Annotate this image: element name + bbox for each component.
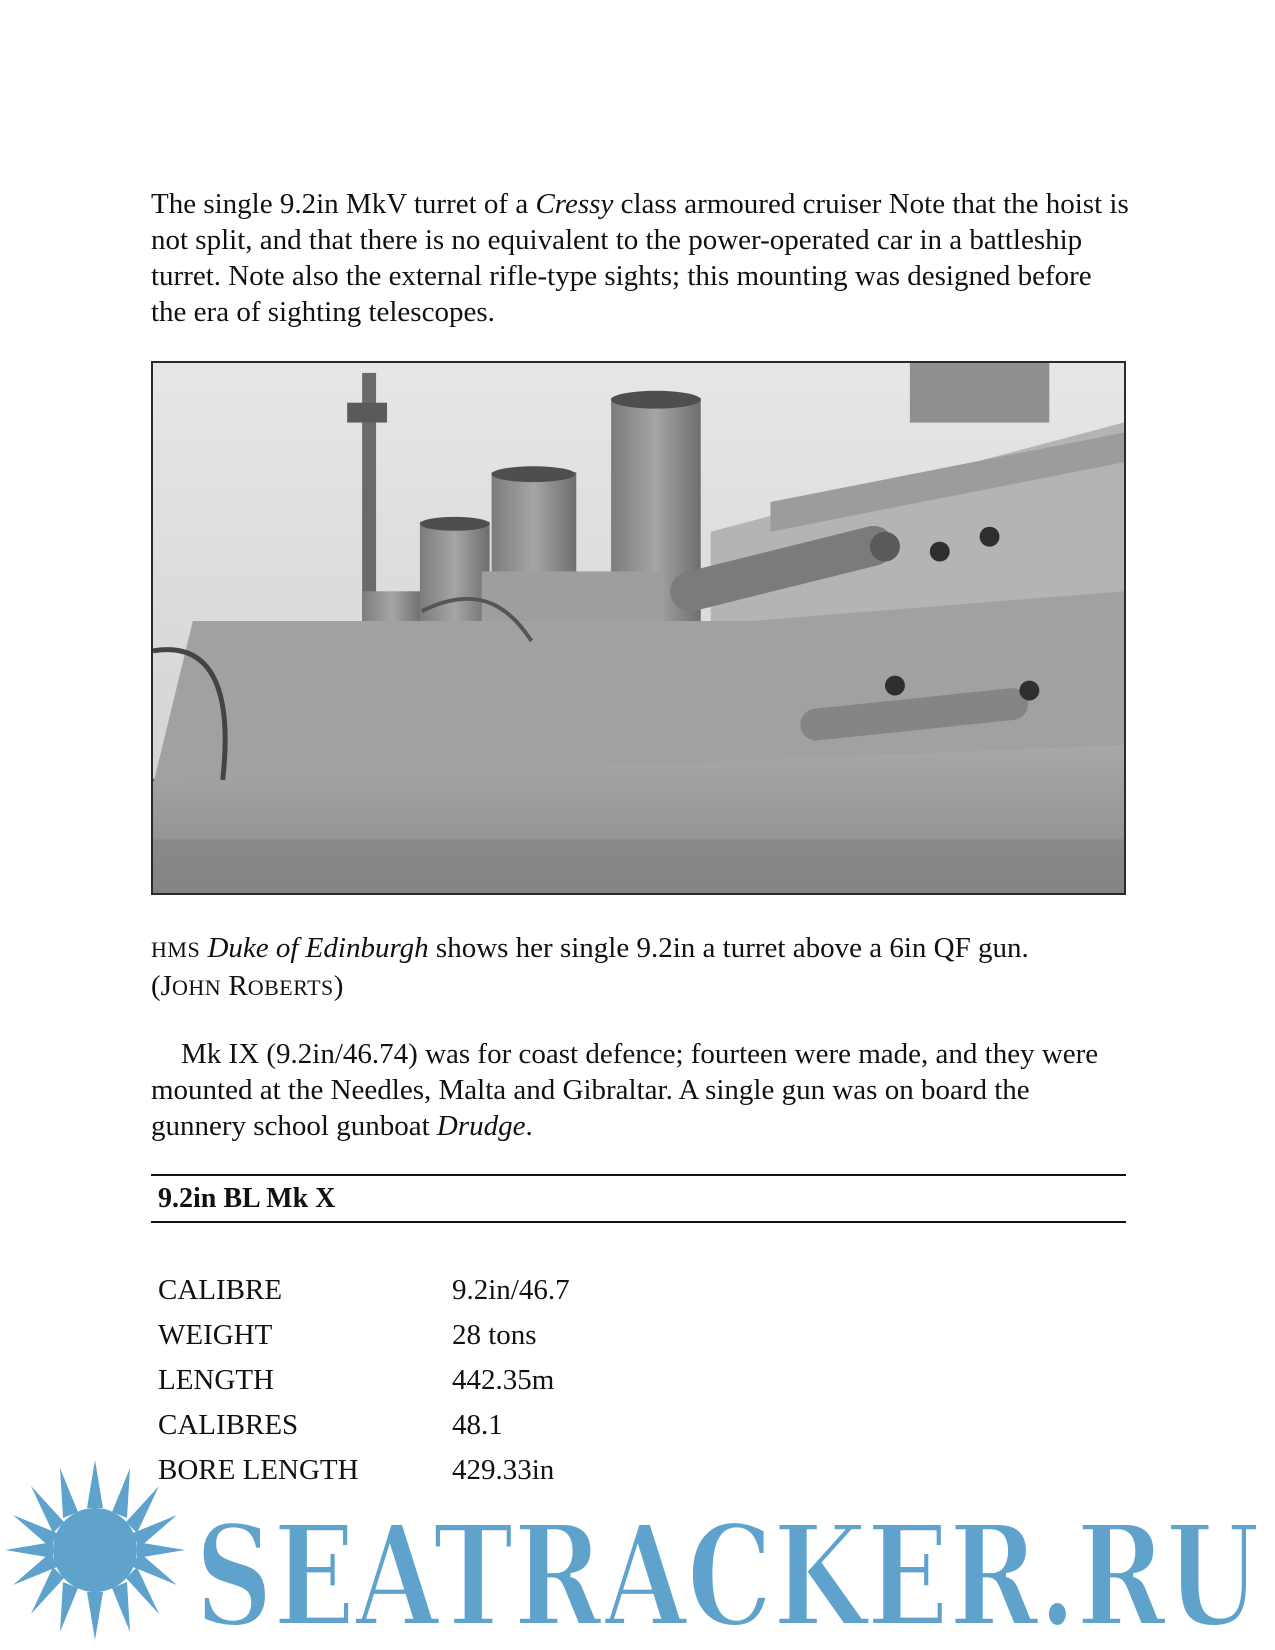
spec-value: 9.2in/46.7 <box>452 1274 570 1306</box>
caption-text: shows her single 9.2in a turret above a 6in QF gun. <box>428 932 1029 964</box>
ship-photograph <box>151 361 1126 895</box>
gunboat-name: Drudge <box>436 1110 526 1142</box>
paragraph-text: The single 9.2in MkV turret of a <box>151 188 536 220</box>
caption-credit: OHN <box>171 975 222 1000</box>
paragraph-turret-description <box>151 186 1131 330</box>
paragraph-text: class armoured cruiser Note that the hoist is not split, and that there is no equivalent to the power-operated car in a battleship turret. Note also the external rifle-type sights; this mounting was designed before the era of sighting telescopes. <box>151 188 1129 328</box>
paragraph-mk-ix <box>151 1036 1131 1144</box>
paragraph-text: Mk IX (9.2in/46.74) was for coast defence; fourteen were made, and they were mounted at the Needles, Malta and Gibraltar. A single gun was on board the gunnery school gunboat <box>151 1038 1099 1142</box>
paragraph-text: . <box>525 1110 533 1142</box>
spec-value: 442.35m <box>452 1364 555 1396</box>
watermark-logo <box>0 1460 1275 1650</box>
spec-row <box>158 1360 858 1405</box>
caption-credit: R <box>221 970 248 1002</box>
table-top-rule <box>151 1174 1126 1176</box>
spec-label: CALIBRE <box>158 1274 283 1306</box>
spec-label: LENGTH <box>158 1364 274 1396</box>
spec-row <box>158 1405 858 1450</box>
ship-class-name: Cressy <box>535 188 614 220</box>
sun-icon <box>5 1460 185 1640</box>
spec-row <box>158 1315 858 1360</box>
table-title: 9.2in BL Mk X <box>158 1183 336 1214</box>
spec-label: BORE LENGTH <box>158 1454 359 1486</box>
spec-row <box>158 1270 858 1315</box>
photo-caption <box>151 930 1131 1006</box>
spec-label: WEIGHT <box>158 1319 273 1351</box>
caption-credit: OBERTS <box>247 975 334 1000</box>
spec-value: 48.1 <box>452 1409 503 1441</box>
spec-value: 28 tons <box>452 1319 537 1351</box>
spec-label: CALIBRES <box>158 1409 299 1441</box>
table-header-rule <box>151 1221 1126 1223</box>
watermark-text: SEATRACKER.RU <box>195 1495 1260 1650</box>
caption-credit: (J <box>151 970 172 1002</box>
caption-credit: ) <box>333 970 344 1002</box>
caption-ship-name: Duke of Edinburgh <box>207 932 429 964</box>
spec-value: 429.33in <box>452 1454 555 1486</box>
caption-prefix: HMS <box>151 937 201 962</box>
